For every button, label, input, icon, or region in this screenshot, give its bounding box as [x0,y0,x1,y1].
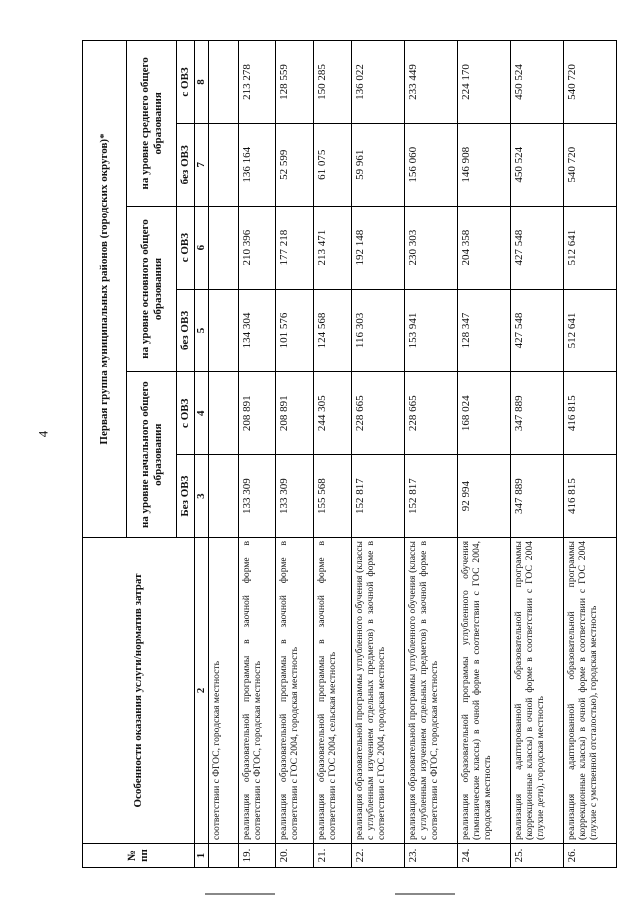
value-cell: 228 665 [404,372,457,455]
value-cell: 204 358 [457,206,510,289]
value-cell: 224 170 [457,41,510,124]
row-number: 19. [238,844,276,868]
col-index: 5 [194,289,208,372]
value-cell: 177 218 [276,206,314,289]
value-cell: 512 641 [563,289,616,372]
rotated-table-container [82,40,617,868]
value-cell: 540 720 [563,123,616,206]
value-cell: 512 641 [563,206,616,289]
col-index: 6 [194,206,208,289]
value-cell: 156 060 [404,123,457,206]
value-cell: 116 303 [351,289,404,372]
value-cell: 228 665 [351,372,404,455]
table-row [208,41,238,868]
value-cell: 347 889 [510,455,563,538]
row-number [208,844,238,868]
value-cell [208,455,238,538]
header-feature: Особенности оказания услуги/норматив затрат [83,538,195,844]
value-cell: 153 941 [404,289,457,372]
table-row [457,41,510,868]
value-cell: 146 908 [457,123,510,206]
header-sub: с ОВЗ [177,41,195,124]
value-cell: 416 815 [563,372,616,455]
col-index: 4 [194,372,208,455]
row-description: реализация адаптированной образовательной программы (коррекционные классы) в очной форме в соответствии с ГОС 2004 (глухие дети), городская местность [510,538,563,844]
header-level-primary: на уровне начального общего образования [127,372,177,538]
value-cell: 52 599 [276,123,314,206]
row-description: соответствии с ФГОС, городская местность [208,538,238,844]
table-row [351,41,404,868]
value-cell: 450 524 [510,41,563,124]
header-group: Первая группа муниципальных районов (городских округов)* [83,41,127,538]
value-cell: 152 817 [404,455,457,538]
value-cell: 347 889 [510,372,563,455]
scan-artifact-line [395,893,455,895]
value-cell: 92 994 [457,455,510,538]
header-sub: без ОВЗ [177,289,195,372]
table-row [510,41,563,868]
value-cell: 230 303 [404,206,457,289]
value-cell: 427 548 [510,289,563,372]
row-description: реализация адаптированной образовательной программы (коррекционные классы) в очной форме в соответствии с ГОС 2004 (глухие с умственной отсталостью), городская местность [563,538,616,844]
value-cell: 208 891 [276,372,314,455]
row-number: 26. [563,844,616,868]
row-description: реализация образовательной программы углубленного обучения (гимназические классы) в очной форме в соответствии с ГОС 2004, городская местность [457,538,510,844]
value-cell: 168 024 [457,372,510,455]
row-description: реализация образовательной программы углубленного обучения (классы с углубленным изучением отдельных предметов) в заочной форме в соответствии с ФГОС, городская местность [404,538,457,844]
value-cell: 128 559 [276,41,314,124]
cost-norms-table [82,40,617,868]
value-cell: 210 396 [238,206,276,289]
value-cell [208,289,238,372]
value-cell: 192 148 [351,206,404,289]
table-row [314,41,352,868]
table-row [276,41,314,868]
row-description: реализация образовательной программы в заочной форме в соответствии с ГОС 2004, сельская местность [314,538,352,844]
value-cell: 101 576 [276,289,314,372]
value-cell: 136 164 [238,123,276,206]
value-cell [208,372,238,455]
header-level-basic: на уровне основного общего образования [127,206,177,372]
value-cell: 244 305 [314,372,352,455]
table-row [238,41,276,868]
value-cell: 233 449 [404,41,457,124]
value-cell: 213 471 [314,206,352,289]
value-cell: 134 304 [238,289,276,372]
header-sub: Без ОВЗ [177,455,195,538]
row-number: 24. [457,844,510,868]
col-index: 7 [194,123,208,206]
value-cell: 133 309 [276,455,314,538]
header-level-secondary: на уровне среднего общего образования [127,41,177,207]
value-cell: 540 720 [563,41,616,124]
header-sub: без ОВЗ [177,123,195,206]
col-index: 1 [194,844,208,868]
header-sub: с ОВЗ [177,206,195,289]
value-cell: 213 278 [238,41,276,124]
row-number: 25. [510,844,563,868]
col-index: 2 [194,538,208,844]
row-description: реализация образовательной программы в заочной форме в соответствии с ФГОС, городская местность [238,538,276,844]
value-cell: 450 524 [510,123,563,206]
value-cell: 427 548 [510,206,563,289]
value-cell: 416 815 [563,455,616,538]
table-row [563,41,616,868]
value-cell: 150 285 [314,41,352,124]
value-cell: 61 075 [314,123,352,206]
table-row [404,41,457,868]
col-index: 3 [194,455,208,538]
value-cell: 128 347 [457,289,510,372]
row-description: реализация образовательной программы углубленного обучения (классы с углубленным изучением отдельных предметов) в заочной форме в соответствии с ГОС 2004, городская местность [351,538,404,844]
value-cell: 152 817 [351,455,404,538]
value-cell: 155 568 [314,455,352,538]
row-number: 23. [404,844,457,868]
row-number: 20. [276,844,314,868]
row-description: реализация образовательной программы в заочной форме в соответствии с ГОС 2004, городская местность [276,538,314,844]
value-cell [208,206,238,289]
value-cell: 59 961 [351,123,404,206]
row-number: 22. [351,844,404,868]
value-cell: 208 891 [238,372,276,455]
value-cell [208,41,238,124]
header-num: № пп [83,844,195,868]
value-cell [208,123,238,206]
value-cell: 124 568 [314,289,352,372]
value-cell: 133 309 [238,455,276,538]
row-number: 21. [314,844,352,868]
scan-artifact-line [205,893,275,895]
header-sub: с ОВЗ [177,372,195,455]
col-index: 8 [194,41,208,124]
page-number: 4 [35,430,51,438]
value-cell: 136 022 [351,41,404,124]
